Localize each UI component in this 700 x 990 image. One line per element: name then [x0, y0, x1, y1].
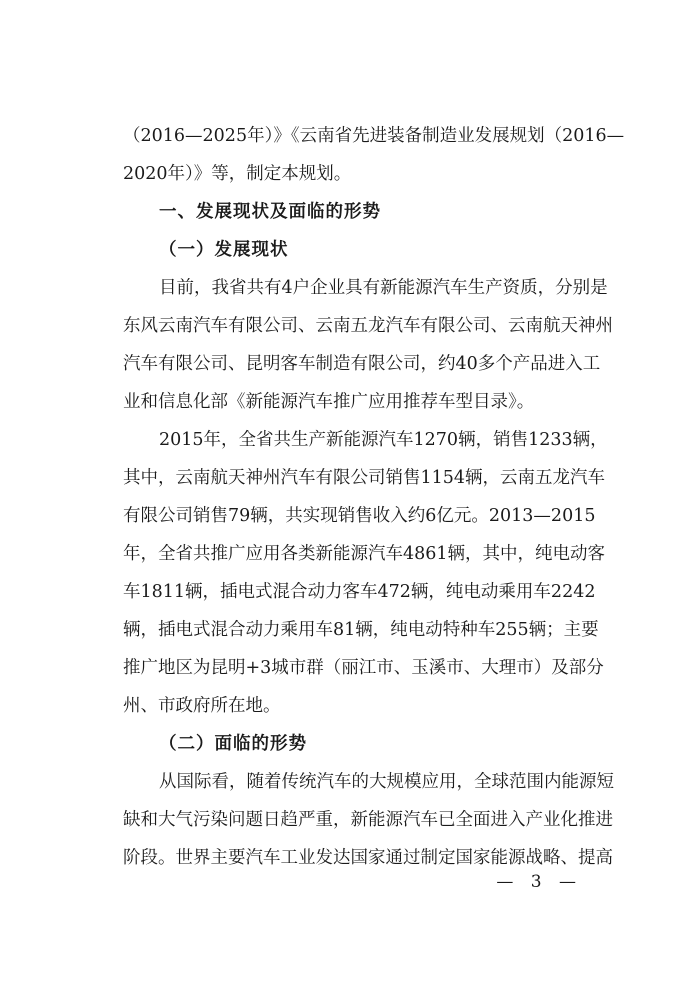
- body-line: 2020年）》等，制定本规划。: [123, 164, 352, 184]
- body-line: 有限公司销售79辆，共实现销售收入约6亿元。2013—2015: [123, 506, 596, 526]
- subsection-heading: （一）发展现状: [159, 240, 289, 260]
- body-line: 2015年，全省共生产新能源汽车1270辆，销售1233辆，: [159, 430, 608, 450]
- body-line: 辆，插电式混合动力乘用车81辆，纯电动特种车255辆；主要: [123, 620, 599, 640]
- body-line: 缺和大气污染问题日趋严重，新能源汽车已全面进入产业化推进: [123, 810, 613, 830]
- body-line: 推广地区为昆明+3城市群（丽江市、玉溪市、大理市）及部分: [123, 658, 604, 678]
- body-line: 阶段。世界主要汽车工业发达国家通过制定国家能源战略、提高: [123, 848, 613, 868]
- body-line: 从国际看，随着传统汽车的大规模应用，全球范围内能源短: [159, 772, 614, 792]
- body-line: 年，全省共推广应用各类新能源汽车4861辆，其中，纯电动客: [123, 544, 606, 564]
- body-line: 东风云南汽车有限公司、云南五龙汽车有限公司、云南航天神州: [123, 316, 613, 336]
- body-line: 州、市政府所在地。: [123, 696, 281, 716]
- subsection-heading: （二）面临的形势: [159, 734, 307, 754]
- body-line: 目前，我省共有4户企业具有新能源汽车生产资质，分别是: [159, 278, 608, 298]
- body-line: 业和信息化部《新能源汽车推广应用推荐车型目录》。: [123, 392, 535, 412]
- section-heading: 一、发展现状及面临的形势: [159, 202, 381, 222]
- body-line: 汽车有限公司、昆明客车制造有限公司，约40多个产品进入工: [123, 354, 601, 374]
- body-line: 其中，云南航天神州汽车有限公司销售1154辆，云南五龙汽车: [123, 468, 606, 488]
- body-line: （2016—2025年）》《云南省先进装备制造业发展规划（2016—: [123, 126, 625, 146]
- body-line: 车1811辆，插电式混合动力客车472辆，纯电动乘用车2242: [123, 582, 596, 602]
- page-number: — 3 —: [496, 872, 582, 892]
